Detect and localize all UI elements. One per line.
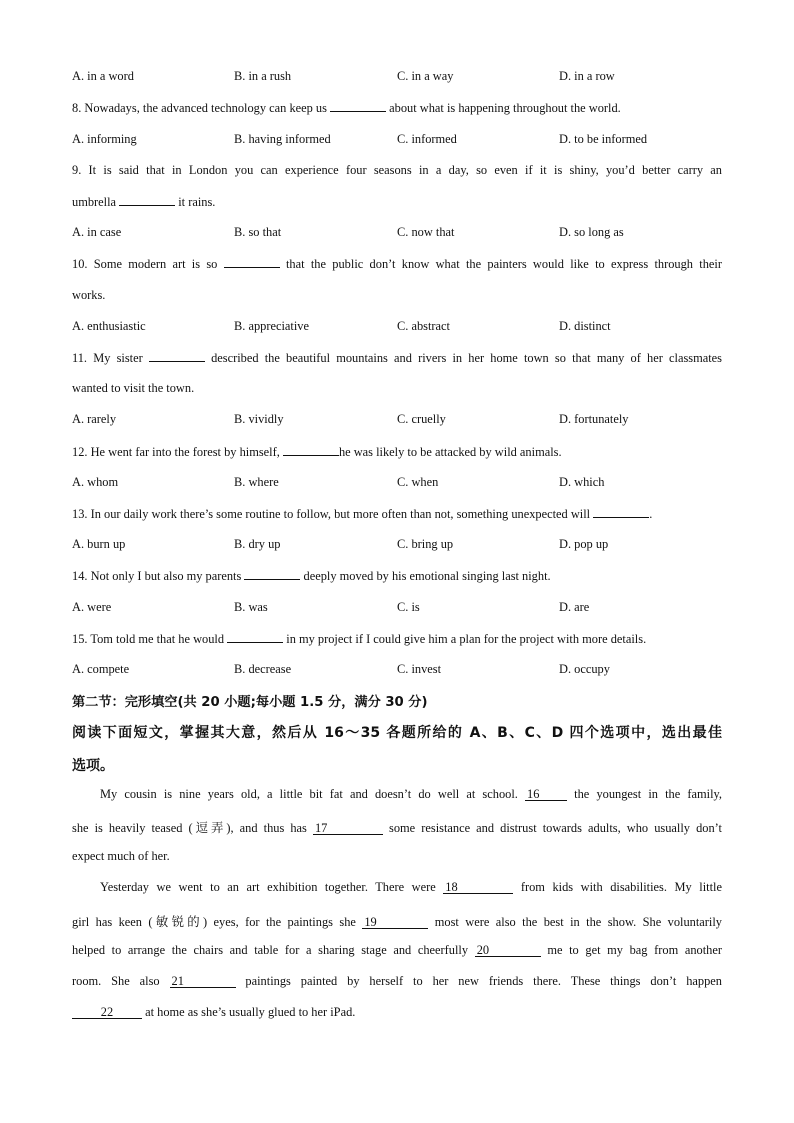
q7-option-d: D. in a row <box>559 69 615 83</box>
q12-option-c: C. when <box>397 475 439 489</box>
q10-stem-line1: 10. Some modern art is so that the public don’t know what the painters would like to express through their <box>72 257 723 271</box>
q13-option-c: C. bring up <box>397 537 454 551</box>
answer-blank <box>283 444 339 456</box>
q13-option-a: A. burn up <box>72 537 126 551</box>
cloze-blank-18: 18 <box>443 881 513 894</box>
q11-option-d: D. fortunately <box>559 412 629 426</box>
q9-option-d: D. so long as <box>559 225 624 239</box>
q15-option-d: D. occupy <box>559 662 610 676</box>
q13-option-b: B. dry up <box>234 537 281 551</box>
answer-blank <box>119 194 175 206</box>
passage-p2-line5: 22 at home as she’s usually glued to her iPad. <box>72 1005 722 1020</box>
q7-option-c: C. in a way <box>397 69 454 83</box>
q9-option-b: B. so that <box>234 225 282 239</box>
q12-option-d: D. which <box>559 475 605 489</box>
q15-option-a: A. compete <box>72 662 130 676</box>
passage-p2-line1: Yesterday we went to an art exhibition together. There were 18 from kids with disabilities. My little <box>100 880 722 894</box>
q13-option-d: D. pop up <box>559 537 609 551</box>
q14-option-a: A. were <box>72 600 112 614</box>
q11-option-a: A. rarely <box>72 412 117 426</box>
q8-option-b: B. having informed <box>234 132 331 146</box>
answer-blank <box>149 350 205 362</box>
passage-p1-line1: My cousin is nine years old, a little bit fat and doesn’t do well at school. 16 the youngest in the family, <box>100 787 722 801</box>
q8-option-c: C. informed <box>397 132 457 146</box>
q14-option-b: B. was <box>234 600 268 614</box>
answer-blank <box>593 506 649 518</box>
q12-stem: 12. He went far into the forest by himself, he was likely to be attacked by wild animals. <box>72 445 562 459</box>
q10-stem-line2: works. <box>72 288 106 302</box>
q11-stem-line2: wanted to visit the town. <box>72 381 195 395</box>
q10-option-c: C. abstract <box>397 319 450 333</box>
section-instruction-line2: 选项。 <box>72 758 114 774</box>
answer-blank <box>224 256 280 268</box>
section-instruction-line1: 阅读下面短文，掌握其大意，然后从 16～35 各题所给的 A、B、C、D 四个选项中，选出最佳 <box>72 725 722 741</box>
cloze-blank-16: 16 <box>525 788 567 801</box>
q11-stem-line1: 11. My sister described the beautiful mountains and rivers in her home town so that many of her classmates <box>72 351 722 365</box>
passage-p2-line2: girl has keen (敏锐的) eyes, for the paintings she 19 most were also the best in the show. She voluntarily <box>72 915 722 929</box>
q13-stem: 13. In our daily work there’s some routine to follow, but more often than not, something unexpected will . <box>72 507 653 521</box>
q9-stem-line2: umbrella it rains. <box>72 195 216 209</box>
q10-option-a: A. enthusiastic <box>72 319 146 333</box>
cloze-blank-22: 22 <box>72 1006 142 1019</box>
q10-option-d: D. distinct <box>559 319 611 333</box>
q9-stem-line1: 9. It is said that in London you can experience four seasons in a day, so even if it is shiny, you’d better carry an <box>72 163 722 177</box>
answer-blank <box>330 100 386 112</box>
q11-option-b: B. vividly <box>234 412 284 426</box>
cloze-blank-19: 19 <box>362 916 428 929</box>
q11-option-c: C. cruelly <box>397 412 446 426</box>
q12-option-b: B. where <box>234 475 279 489</box>
q15-option-b: B. decrease <box>234 662 292 676</box>
section-heading: 第二节：完形填空(共 20 小题;每小题 1.5 分，满分 30 分) <box>72 695 428 710</box>
q14-option-c: C. is <box>397 600 420 614</box>
q15-stem: 15. Tom told me that he would in my project if I could give him a plan for the project with more details. <box>72 632 647 646</box>
answer-blank <box>227 631 283 643</box>
q7-option-b: B. in a rush <box>234 69 292 83</box>
q15-option-c: C. invest <box>397 662 442 676</box>
q7-option-a: A. in a word <box>72 69 134 83</box>
passage-p1-line3: expect much of her. <box>72 849 170 863</box>
answer-blank <box>244 568 300 580</box>
q9-option-a: A. in case <box>72 225 122 239</box>
passage-p1-line2: she is heavily teased (逗弄), and thus has 17 some resistance and distrust towards adults, who usually don’t <box>72 821 723 835</box>
q8-option-d: D. to be informed <box>559 132 648 146</box>
cloze-blank-17: 17 <box>313 822 383 835</box>
q9-option-c: C. now that <box>397 225 455 239</box>
passage-p2-line4: room. She also 21 paintings painted by herself to her new friends there. These things don’t happen <box>72 974 722 988</box>
q14-stem: 14. Not only I but also my parents deeply moved by his emotional singing last night. <box>72 569 551 583</box>
cloze-blank-21: 21 <box>170 975 236 988</box>
q8-stem: 8. Nowadays, the advanced technology can keep us about what is happening throughout the world. <box>72 101 621 115</box>
cloze-blank-20: 20 <box>475 944 541 957</box>
q12-option-a: A. whom <box>72 475 119 489</box>
passage-p2-line3: helped to arrange the chairs and table for a sharing stage and cheerfully 20 me to get my bag from another <box>72 943 722 957</box>
q14-option-d: D. are <box>559 600 590 614</box>
q8-option-a: A. informing <box>72 132 137 146</box>
q10-option-b: B. appreciative <box>234 319 309 333</box>
